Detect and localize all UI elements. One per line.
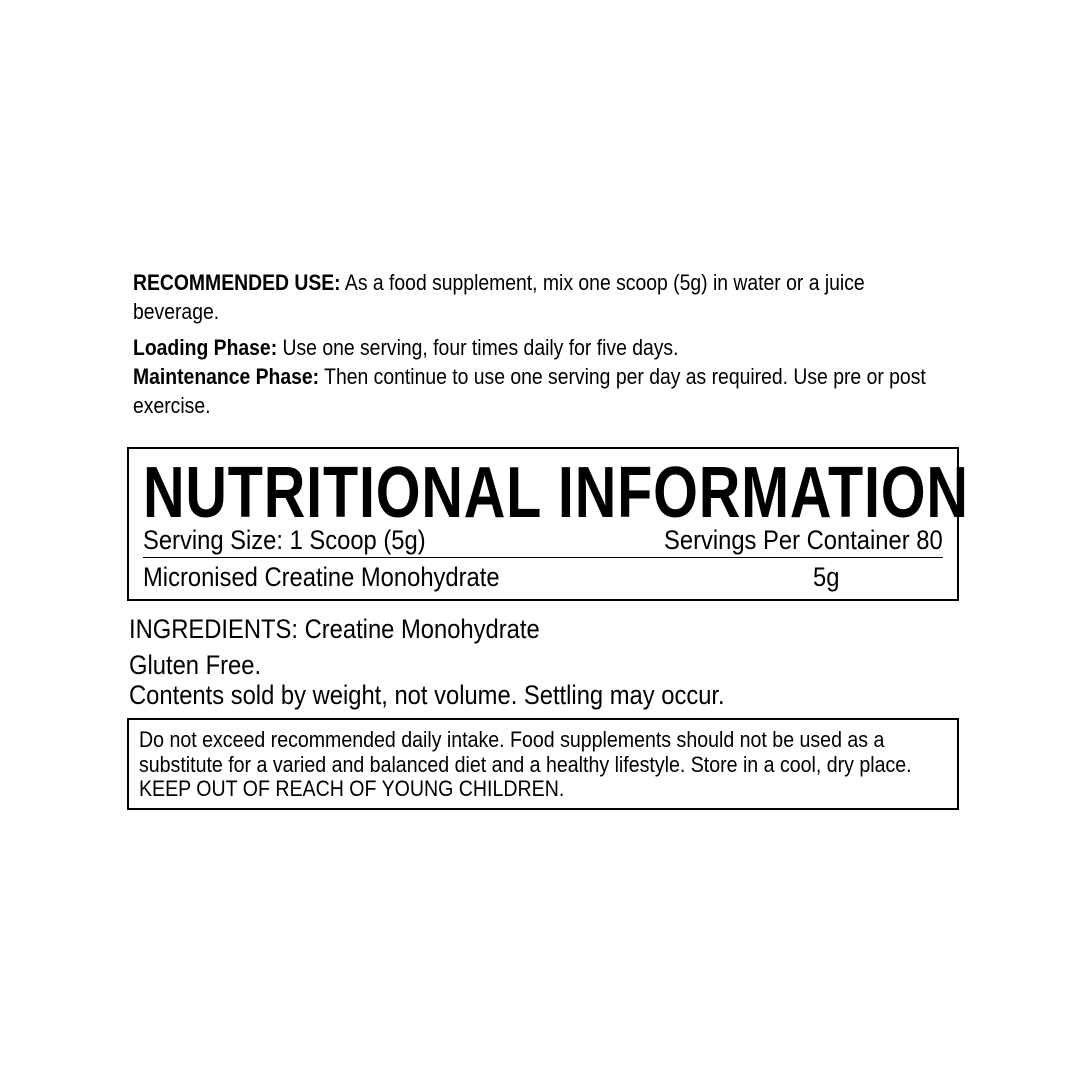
loading-phase-text: Use one serving, four times daily for five days. [277,335,679,360]
nutrition-title: NUTRITIONAL INFORMATION [143,453,969,533]
loading-phase [133,333,951,362]
recommended-use-text: As a food supplement, mix one scoop (5g) in water or a juice beverage. [133,270,865,324]
maintenance-phase [133,362,951,420]
gluten-free-text: Gluten Free. [129,650,262,680]
nutrition-row [143,562,943,592]
nutrient-name: Micronised Creatine Monohydrate [143,562,500,592]
warning-box [127,718,959,810]
recommended-use [133,268,951,326]
serving-row [143,525,943,555]
nutrient-amount: 5g [813,562,840,592]
serving-size: Serving Size: 1 Scoop (5g) [143,525,426,555]
recommended-use-label: RECOMMENDED USE: [133,270,341,295]
ingredients-section [129,614,725,710]
nutrition-panel [127,447,969,601]
ingredients-text: INGREDIENTS: Creatine Monohydrate [129,614,540,644]
maintenance-phase-text: Then continue to use one serving per day as required. Use pre or post exercise. [133,364,926,418]
servings-per-container: Servings Per Container 80 [664,525,943,555]
warning-text: Do not exceed recommended daily intake. Food supplements should not be used as a substitute for a varied and balanced diet and a healthy lifestyle. Store in a cool, dry place. KEEP OUT OF REACH OF YOUNG CHILDREN. [139,727,912,801]
nutrition-divider [143,557,943,558]
contents-note: Contents sold by weight, not volume. Settling may occur. [129,680,725,710]
usage-instructions [133,268,951,420]
maintenance-phase-label: Maintenance Phase: [133,364,320,389]
loading-phase-label: Loading Phase: [133,335,278,360]
